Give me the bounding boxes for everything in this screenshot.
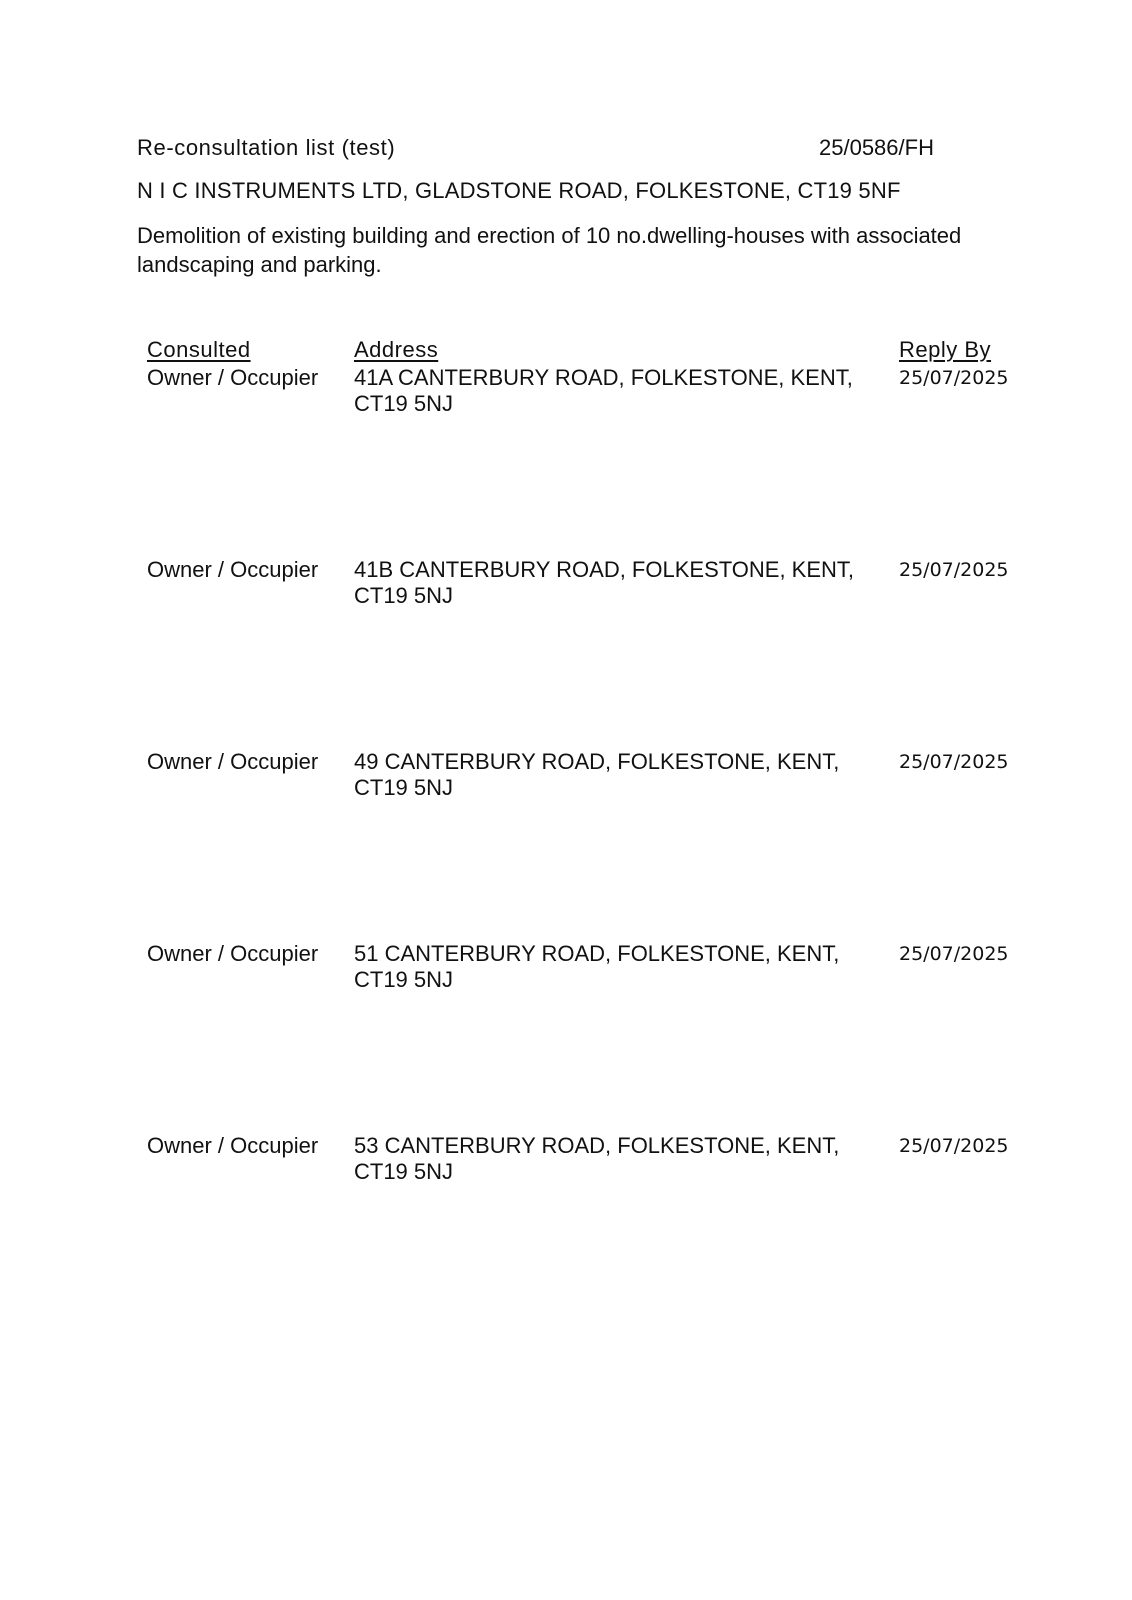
reply-by-cell: 25/07/2025 bbox=[899, 367, 1009, 389]
reply-by-cell: 25/07/2025 bbox=[899, 751, 1009, 773]
address-line: 53 CANTERBURY ROAD, FOLKESTONE, KENT, bbox=[354, 1133, 840, 1158]
reply-by-cell: 25/07/2025 bbox=[899, 559, 1009, 581]
consultee-cell: Owner / Occupier bbox=[147, 557, 319, 582]
address-postcode: CT19 5NJ bbox=[354, 1159, 454, 1184]
address-postcode: CT19 5NJ bbox=[354, 583, 454, 608]
address-line: 49 CANTERBURY ROAD, FOLKESTONE, KENT, bbox=[354, 749, 840, 774]
address-line: 41A CANTERBURY ROAD, FOLKESTONE, KENT, bbox=[354, 365, 853, 390]
column-header-consulted: Consulted bbox=[147, 337, 251, 362]
address-cell bbox=[354, 557, 884, 609]
address-line: 51 CANTERBURY ROAD, FOLKESTONE, KENT, bbox=[354, 941, 840, 966]
table-row bbox=[0, 1133, 1132, 1193]
column-header-address: Address bbox=[354, 337, 439, 362]
address-line: 41B CANTERBURY ROAD, FOLKESTONE, KENT, bbox=[354, 557, 855, 582]
consultee-cell: Owner / Occupier bbox=[147, 941, 319, 966]
column-header-reply-by: Reply By bbox=[899, 337, 992, 362]
address-cell bbox=[354, 749, 884, 801]
consultee-cell: Owner / Occupier bbox=[147, 365, 319, 390]
reply-by-cell: 25/07/2025 bbox=[899, 943, 1009, 965]
document-title: Re-consultation list (test) bbox=[137, 135, 396, 160]
address-cell bbox=[354, 1133, 884, 1185]
reply-by-cell: 25/07/2025 bbox=[899, 1135, 1009, 1157]
address-cell bbox=[354, 365, 884, 417]
consultee-cell: Owner / Occupier bbox=[147, 1133, 319, 1158]
address-cell bbox=[354, 941, 884, 993]
consultee-cell: Owner / Occupier bbox=[147, 749, 319, 774]
table-row bbox=[0, 365, 1132, 425]
application-reference: 25/0586/FH bbox=[819, 135, 934, 160]
table-row bbox=[0, 557, 1132, 617]
table-row bbox=[0, 749, 1132, 809]
table-row bbox=[0, 941, 1132, 1001]
site-address: N I C INSTRUMENTS LTD, GLADSTONE ROAD, FOLKESTONE, CT19 5NF bbox=[137, 178, 901, 203]
address-postcode: CT19 5NJ bbox=[354, 391, 454, 416]
address-postcode: CT19 5NJ bbox=[354, 967, 454, 992]
proposal-description: Demolition of existing building and erection of 10 no.dwelling-houses with associated landscaping and parking. bbox=[137, 223, 962, 277]
address-postcode: CT19 5NJ bbox=[354, 775, 454, 800]
